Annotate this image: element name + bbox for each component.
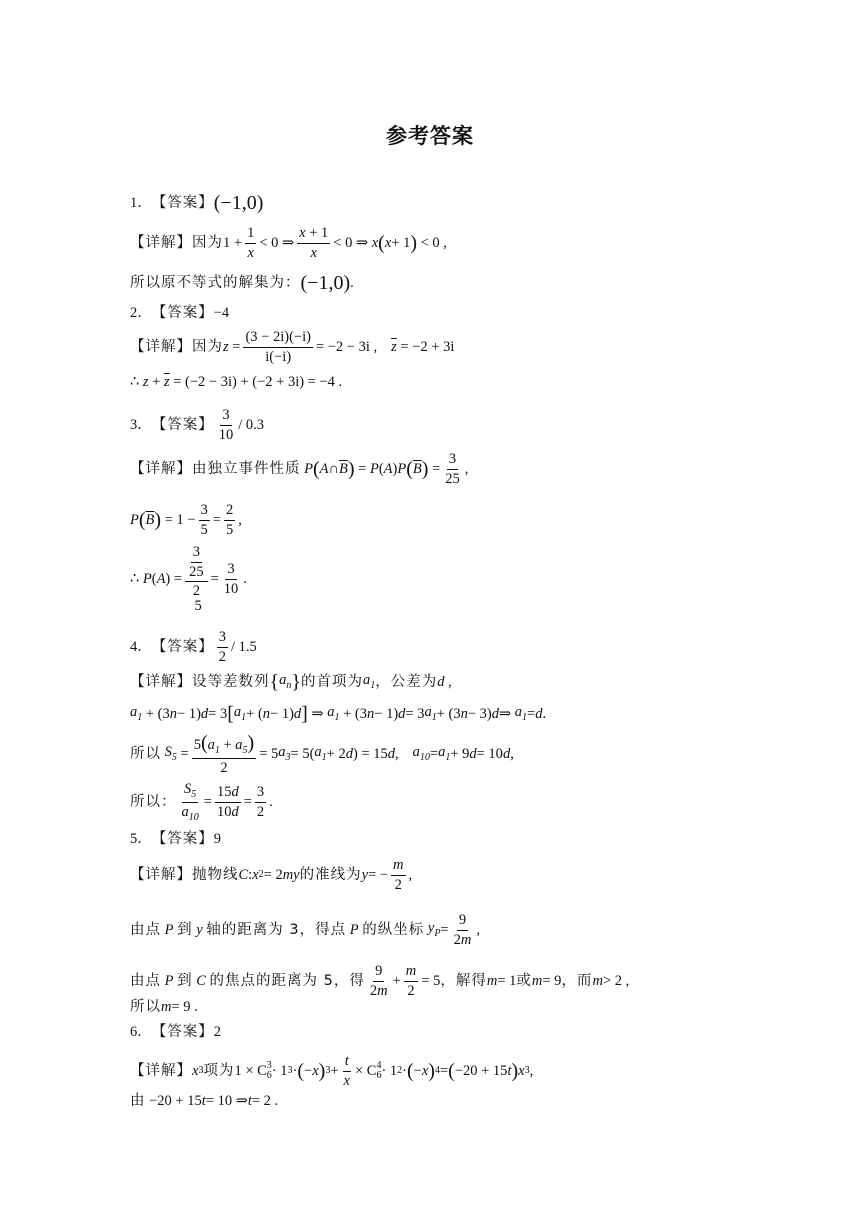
- q5-detail-line: 【详解】 抛物线 C : x 2 = 2 my 的准线为 y = − $\frac{m}{2}$ ,: [130, 857, 413, 893]
- q4-answer-line: 4． 【答案】 $\frac{3}{2}$ / 1.5: [130, 629, 257, 665]
- detail-label: 【详解】: [130, 234, 192, 251]
- q5-distance-line: 由点 P 到 y 轴的距离为 3，得点 P 的纵坐标 $y_P$ = $\frac{9}{2m}$ ,: [130, 912, 480, 948]
- q2-detail-line: 【详解】 因为 z = $\frac{(3 - 2i)(-i)}{i(-i)}$ = −2 − 3i , $\overline{z}$ = −2 + 3i: [130, 329, 455, 365]
- q3-pb-line: P ( $\overline{B}$ ) = 1 − $\frac{3}{5}$ = $\frac{2}{5}$ ,: [130, 502, 242, 538]
- q5-answer: 9: [213, 831, 221, 847]
- q2-answer: −4: [213, 305, 230, 321]
- q1-result-line: 所以原不等式的解集为： (−1,0) .: [130, 272, 354, 294]
- q4-detail-line: 【详解】 设等差数列 { $a_n$ } 的首项为 $a_1$ ，公差为 d ,: [130, 671, 452, 693]
- q5-answer-line: 5． 【答案】 9: [130, 831, 221, 847]
- q1-number: 1．: [130, 194, 152, 211]
- q6-detail-line: 【详解】 x 3 项为 1 × C 3 6 · 1 3 · ( − x ) 3 + $\frac{t}{x}$ × C 4 6 · 1 2 · ( − x ) 4 = ( −20 + 15 t ) x 3 ,: [130, 1053, 534, 1089]
- answer-label: 【答案】: [151, 194, 214, 211]
- q6-result-line: 由 −20 + 15 t = 10 ⇒ t = 2 .: [130, 1093, 279, 1109]
- q4-s5-line: 所以 $S_5$ = $\frac{5(a_1 + a_5)}{2}$ = 5 $a_3$ = 5( $a_1$ + 2 d ) = 15 d , $a_{10}$ = $a_1$ + 9 d = 10 d ,: [130, 732, 514, 776]
- page-title: 参考答案: [386, 124, 474, 148]
- q1-detail-line: 【详解】 因为 1 + $\frac{1}{x}$ < 0 ⇒ $\frac{x + 1}{x}$ < 0 ⇒ x ( x + 1 ) < 0 ,: [130, 225, 447, 261]
- q4-eq-line: $a_1$ + (3 n − 1) d = 3 [ $a_1$ + ( n − 1) d ] ⇒ $a_1$ + (3 n − 1) d = 3 $a_1$ + (3 n − 3) d ⇒ $a_1$ = d .: [130, 703, 547, 725]
- q5-focus-line: 由点 P 到 C 的焦点的距离为 5，得 $\frac{9}{2m}$ + $\frac{m}{2}$ = 5 ，解得 m = 1 或 m = 9 ，而 m > 2 ,: [130, 963, 630, 999]
- q4-ratio-line: 所以： $\frac{S_5}{a_{10}}$ = $\frac{15d}{10d}$ = $\frac{3}{2}$ .: [130, 781, 273, 823]
- q5-result-line: 所以 m = 9 .: [130, 999, 198, 1015]
- q6-answer: 2: [213, 1024, 221, 1040]
- q3-pa-line: ∴ P ( A ) = $\frac{3}{25}$ 2 5 = $\frac{3}{10}$ .: [130, 544, 247, 614]
- q2-sum-line: ∴ z + $\overline{z}$ = (−2 − 3i) + (−2 + 3i) = −4 .: [130, 374, 343, 390]
- q3-answer-line: 3． 【答案】 $\frac{3}{10}$ / 0.3: [130, 407, 265, 443]
- q2-answer-line: 2． 【答案】 −4: [130, 305, 230, 321]
- q3-detail-line: 【详解】 由独立事件性质 P ( A ∩ $\overline{B}$ ) = P ( A ) P ( $\overline{B}$ ) = $\frac{3}{25}$ ,: [130, 451, 469, 487]
- q1-answer-line: [130, 193, 263, 213]
- q6-answer-line: 6． 【答案】 2: [130, 1024, 221, 1040]
- q1-answer: (−1,0): [213, 192, 264, 214]
